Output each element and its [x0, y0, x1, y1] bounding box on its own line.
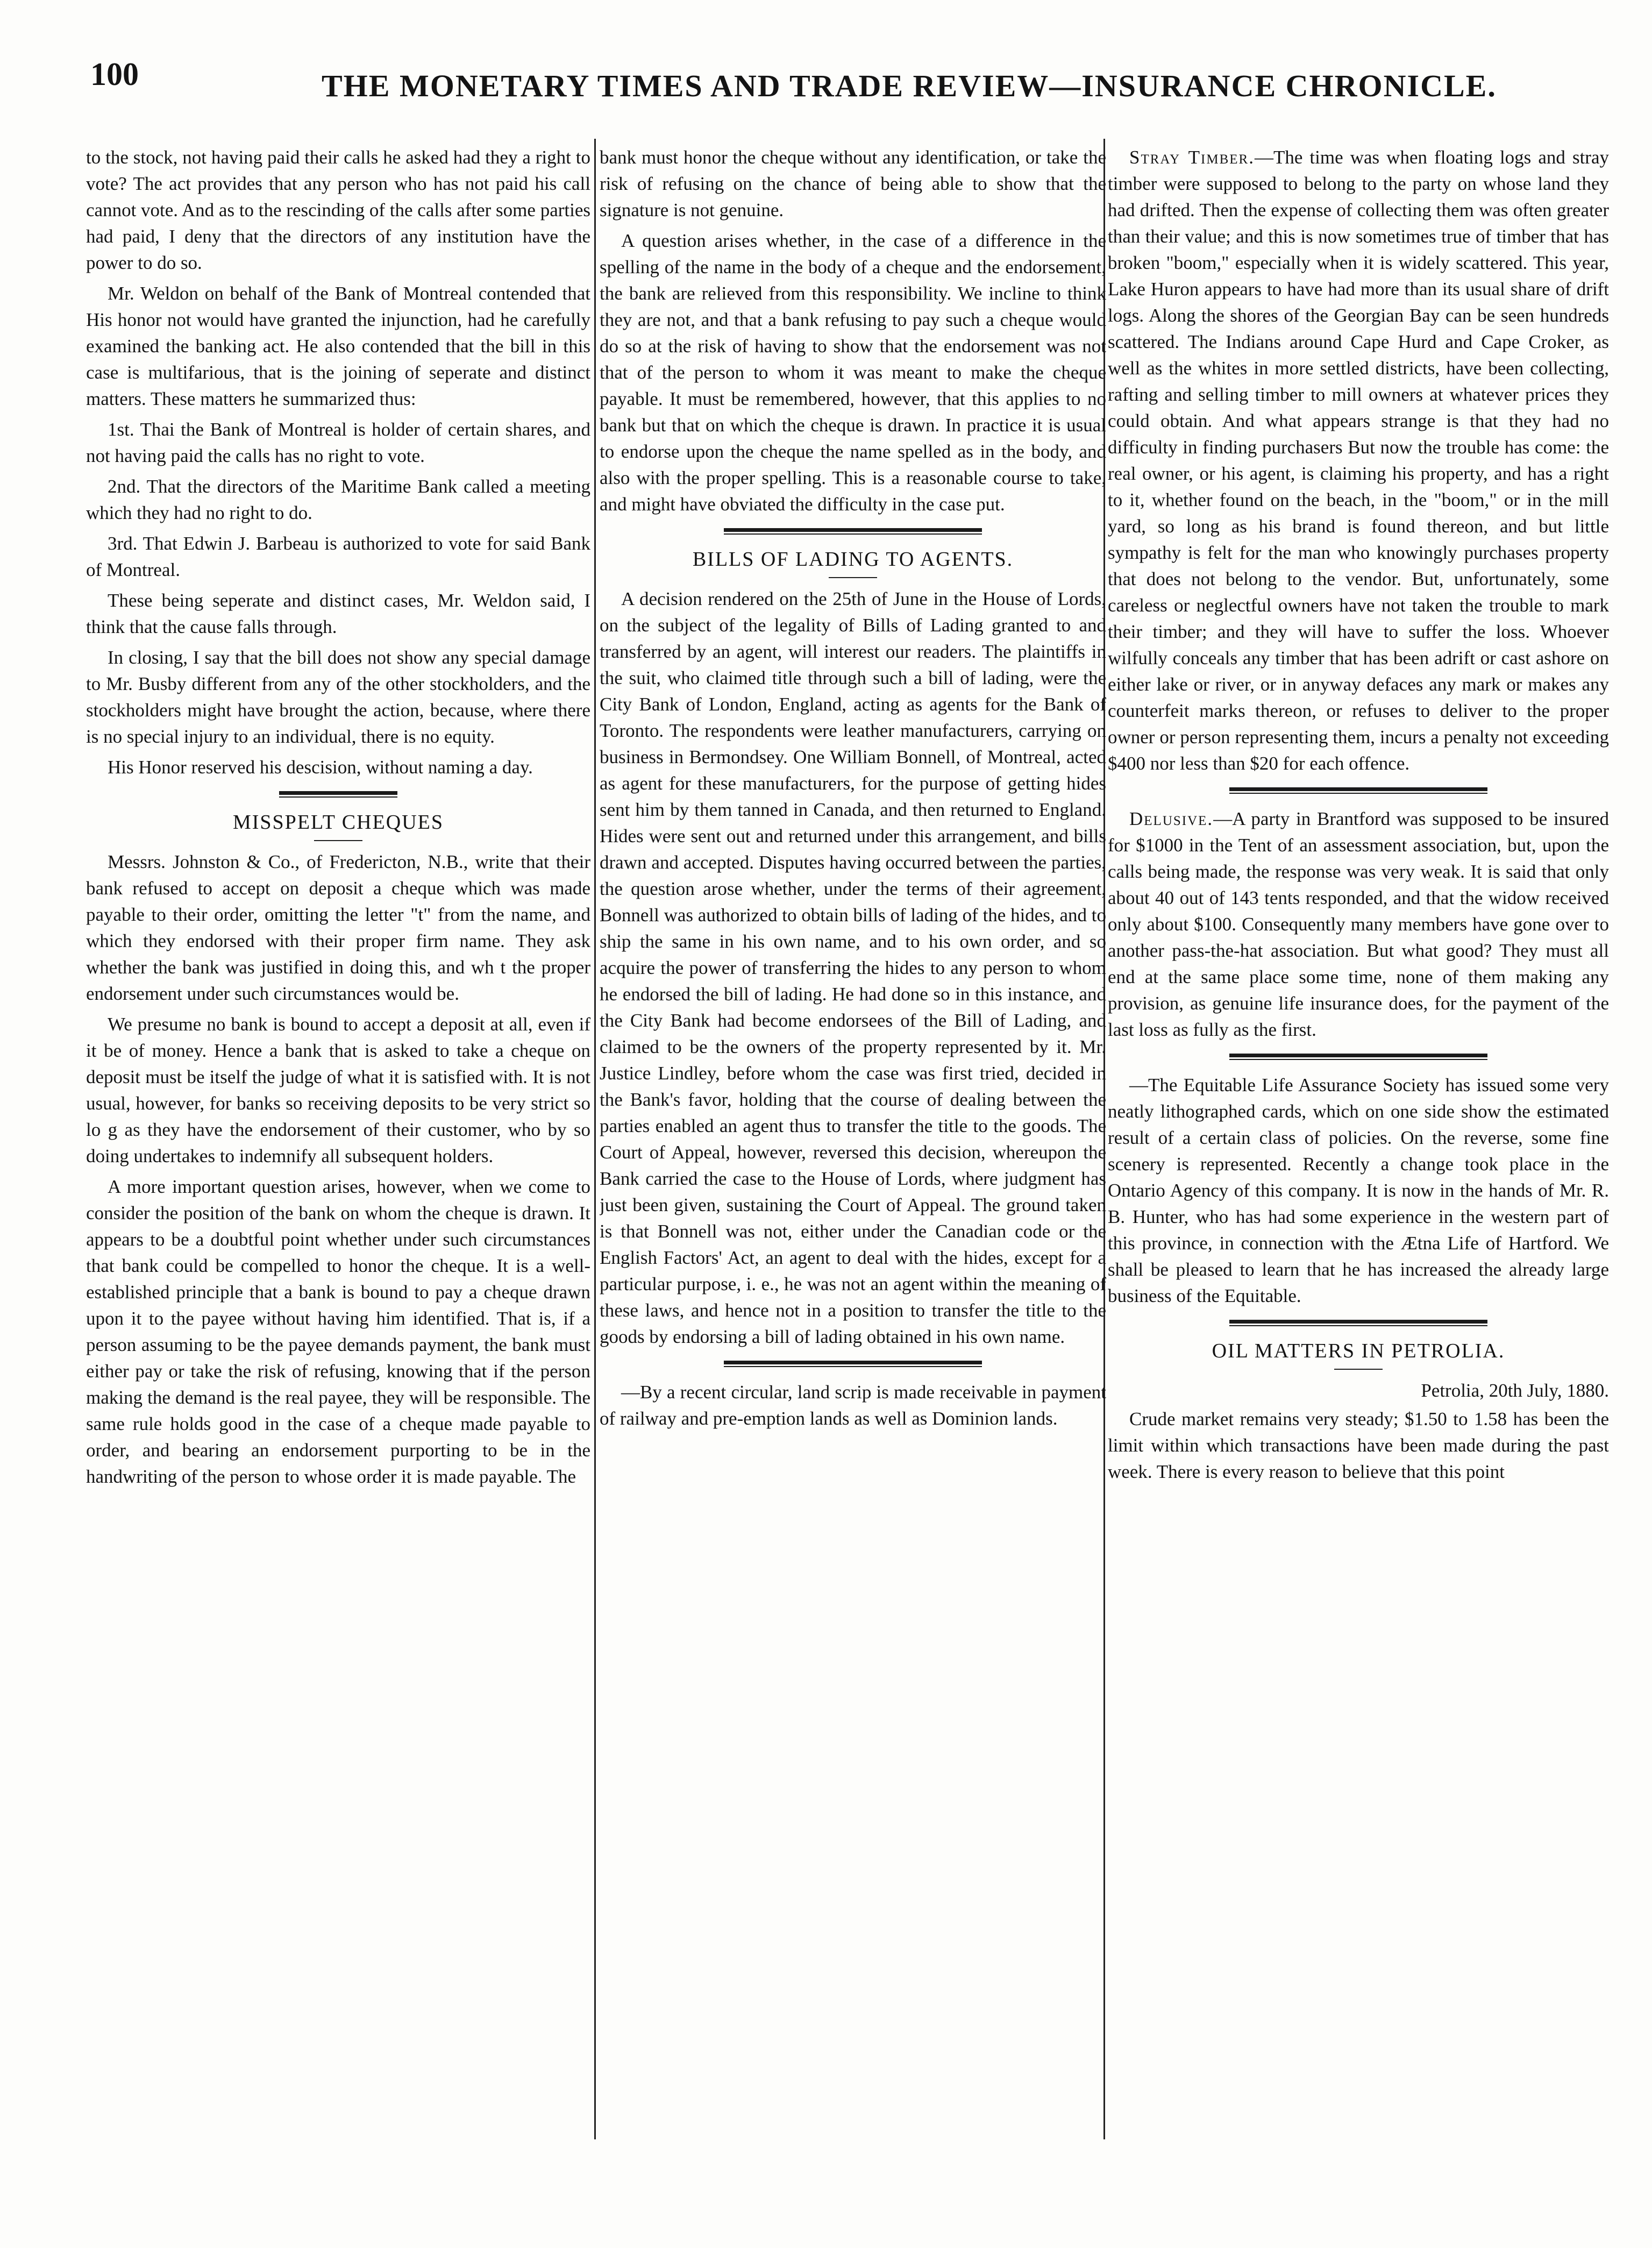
section-divider [724, 528, 982, 535]
paragraph: We presume no bank is bound to accept a deposit at all, even if it be of money. Hence a bank that is asked to take a cheque on deposit must be itself the judge of what it is satisfied with. It is not usual, however, for banks so receiving deposits to be very strict so lo g as they have the endorsement of their customer, who by so doing undertakes to indemnify all subsequent holders. [86, 1014, 590, 1166]
paragraph: His Honor reserved his descision, without naming a day. [108, 757, 533, 778]
paragraph-text: —The time was when floating logs and stray timber were supposed to belong to the party on whose land they had drifted. Then the expense of collecting them was often greater than their value; and this is now sometimes true of timber that has broken "boom," especially when it is widely scattered. This year, Lake Huron appears to have had more than its usual share of drift logs. Along the shores of the Georgian Bay can be seen hundreds scattered. The Indians around Cape Hurd and Cape Croker, as well as the whites in more settled districts, have been collecting, rafting and selling timber to mill owners at whatever prices they could obtain. And what appears strange is that they had no difficulty in finding purchasers But now the trouble has come: the real owner, or his agent, is claiming his property, and has a right to it, whether found on the beach, in the "boom," or in the mill yard, so long as his brand is found thereon, and but little sympathy is felt for the man who knowingly purchases property that does not belong to the vendor. But, unfortunately, some careless or neglectful owners have not taken the trouble to mark their timber; and they will have to suffer the loss. Whoever wilfully conceals any timber that has been adrift or cast ashore on either lake or river, or in anyway defaces any mark or makes any counterfeit marks thereon, or refuses to deliver to the proper owner or person representing them, incurs a penalty not exceeding $400 nor less than $20 for each offence. [1108, 147, 1609, 774]
paragraph: A more important question arises, however, when we come to consider the position of the bank on whom the cheque is drawn. It appears to be a doubtful point whether under such circumstances that bank could be compelled to honor the cheque. It is a well-established principle that a bank is bound to pay a cheque drawn upon it to the payee without having him identified. That is, if a person assuming to be the payee demands payment, the bank must either pay or take the risk of refusing, knowing that if the person making the demand is the real payee, they will be responsible. The same rule holds good in the case of a cheque made payable to order, and bearing an endorsement purporting to be in the handwriting of the person to whose order it is made payable. The [86, 1176, 590, 1487]
paragraph: Crude market remains very steady; $1.50 to 1.58 has been the limit within which transactions have been made during the past week. There is every reason to believe that this point [1108, 1408, 1609, 1482]
section-divider [1229, 787, 1487, 794]
paragraph-text: —A party in Brantford was supposed to be insured for $1000 in the Tent of an assessment association, but, upon the calls being made, the response was very weak. It is said that only about 40 out of 143 tents responded, and that the widow received only about $100. Consequently many members have gone over to another pass-the-hat association. But what good? They must all end at the same place some time, none of them making any provision, as genuine life insurance does, for the payment of the last loss as fully as the first. [1108, 808, 1609, 1040]
section-divider [1229, 1320, 1487, 1326]
masthead-title: THE MONETARY TIMES AND TRADE REVIEW—INSURANCE CHRONICLE. [322, 68, 1497, 103]
heading-underline [314, 840, 362, 841]
section-divider [1229, 1054, 1487, 1060]
paragraph: 1st. Thai the Bank of Montreal is holder of certain shares, and not having paid the calls has no right to vote. [86, 419, 590, 466]
article-heading: BILLS OF LADING TO AGENTS. [692, 548, 1014, 571]
paragraph: A decision rendered on the 25th of June in the House of Lords, on the subject of the legality of Bills of Lading granted to and transferred by an agent, will interest our readers. The plaintiffs in the suit, who claimed title through such a bill of lading, were the City Bank of London, England, acting as agents for the Bank of Toronto. The respondents were leather manufacturers, carrying on business in Bermondsey. One William Bonnell, of Montreal, acted as agent for these manufacturers, for the purpose of getting hides sent him by them tanned in Canada, and then returned to England. Hides were sent out and returned under this arrangement, and bills drawn and accepted. Disputes having occurred between the parties, the question arose whether, under the terms of their agreement, Bonnell was authorized to obtain bills of lading of the hides, and to ship the same in his own name, and to his own order, and so acquire the power of transferring the hides to any person to whom he endorsed the bill of lading. He had done so in this instance, and the City Bank had become endorsees of the Bill of Lading, and claimed to be the owners of the property represented by it. Mr. Justice Lindley, before whom the case was first tried, decided in the Bank's favor, holding that the course of dealing between the parties enabled an agent thus to transfer the title to the goods. The Court of Appeal, however, reversed this decision, whereupon the Bank carried the case to the House of Lords, where judgment has just been given, sustaining the Court of Appeal. The ground taken is that Bonnell was not, either under the Canadian code or the English Factors' Act, an agent to deal with the hides, except for a particular purpose, i. e., he was not an agent within the meaning of these laws, and hence not in a position to transfer the title to the goods by endorsing a bill of lading obtained in his own name. [600, 588, 1106, 1347]
paragraph: 3rd. That Edwin J. Barbeau is authorized to vote for said Bank of Montreal. [86, 533, 590, 580]
paragraph: 2nd. That the directors of the Maritime Bank called a meeting which they had no right to do. [86, 476, 590, 523]
dateline: Petrolia, 20th July, 1880. [1421, 1380, 1609, 1401]
paragraph [1108, 144, 1609, 777]
page-header [90, 46, 1497, 116]
paragraph: Mr. Weldon on behalf of the Bank of Montreal contended that His honor not would have granted the injunction, had he carefully examined the banking act. He also contended that the bill in this case is multifarious, that is the joining of seperate and distinct matters. These matters he summarized thus: [86, 283, 590, 409]
article-heading: OIL MATTERS IN PETROLIA. [1212, 1340, 1505, 1362]
column-2 [600, 144, 1106, 2166]
paragraph: —The Equitable Life Assurance Society has issued some very neatly lithographed cards, which on one side show the estimated result of a certain class of policies. On the reverse, some fine scenery is represented. Recently a change took place in the Ontario Agency of this company. It is now in the hands of Mr. R. B. Hunter, who has had some experience in the western part of this province, in connection with the Ætna Life of Hartford. We shall be pleased to learn that he has increased the already large business of the Equitable. [1108, 1075, 1609, 1306]
run-in-heading: Stray Timber. [1129, 147, 1255, 168]
paragraph: —By a recent circular, land scrip is made receivable in payment of railway and pre-emption lands as well as Dominion lands. [600, 1382, 1106, 1429]
page-number: 100 [90, 56, 139, 92]
paragraph: bank must honor the cheque without any identification, or take the risk of refusing on the chance of being able to show that the signature is not genuine. [600, 147, 1106, 220]
column-1 [86, 144, 590, 2166]
run-in-heading: Delusive. [1129, 808, 1214, 829]
paragraph: In closing, I say that the bill does not show any special damage to Mr. Busby different from any of the other stockholders, and the stockholders might have brought the action, because, where there is no special injury to an individual, there is no equity. [86, 647, 590, 747]
heading-underline [829, 577, 877, 578]
section-divider [724, 1361, 982, 1367]
column-rule [594, 139, 596, 2139]
paragraph: These being seperate and distinct cases, Mr. Weldon said, I think that the cause falls through. [86, 590, 590, 637]
heading-underline [1334, 1369, 1383, 1370]
paragraph: Messrs. Johnston & Co., of Fredericton, N.B., write that their bank refused to accept on deposit a cheque which was made payable to their order, omitting the letter "t" from the name, and which they endorsed with their proper firm name. They ask whether the bank was justified in doing this, and wh t the proper endorsement under such circumstances would be. [86, 851, 590, 1004]
section-divider [279, 791, 397, 798]
paragraph: to the stock, not having paid their calls he asked had they a right to vote? The act provides that any person who has not paid his call cannot vote. And as to the rescinding of the calls after some parties had paid, I deny that the directors of any institution have the power to do so. [86, 147, 590, 273]
paragraph [1108, 806, 1609, 1043]
article-heading: MISSPELT CHEQUES [232, 811, 444, 834]
column-3 [1108, 144, 1609, 2166]
paragraph: A question arises whether, in the case of a difference in the spelling of the name in the body of a cheque and the endorsement, the bank are relieved from this responsibility. We incline to think they are not, and that a bank refusing to pay such a cheque would do so at the risk of having to show that the endorsement was not that of the person to whom it was meant to make the cheque payable. It must be remembered, however, that this applies to no bank but that on which the cheque is drawn. In practice it is usual to endorse upon the cheque the name spelled as in the body, and also with the proper spelling. This is a reasonable course to take, and might have obviated the difficulty in the case put. [600, 230, 1106, 515]
